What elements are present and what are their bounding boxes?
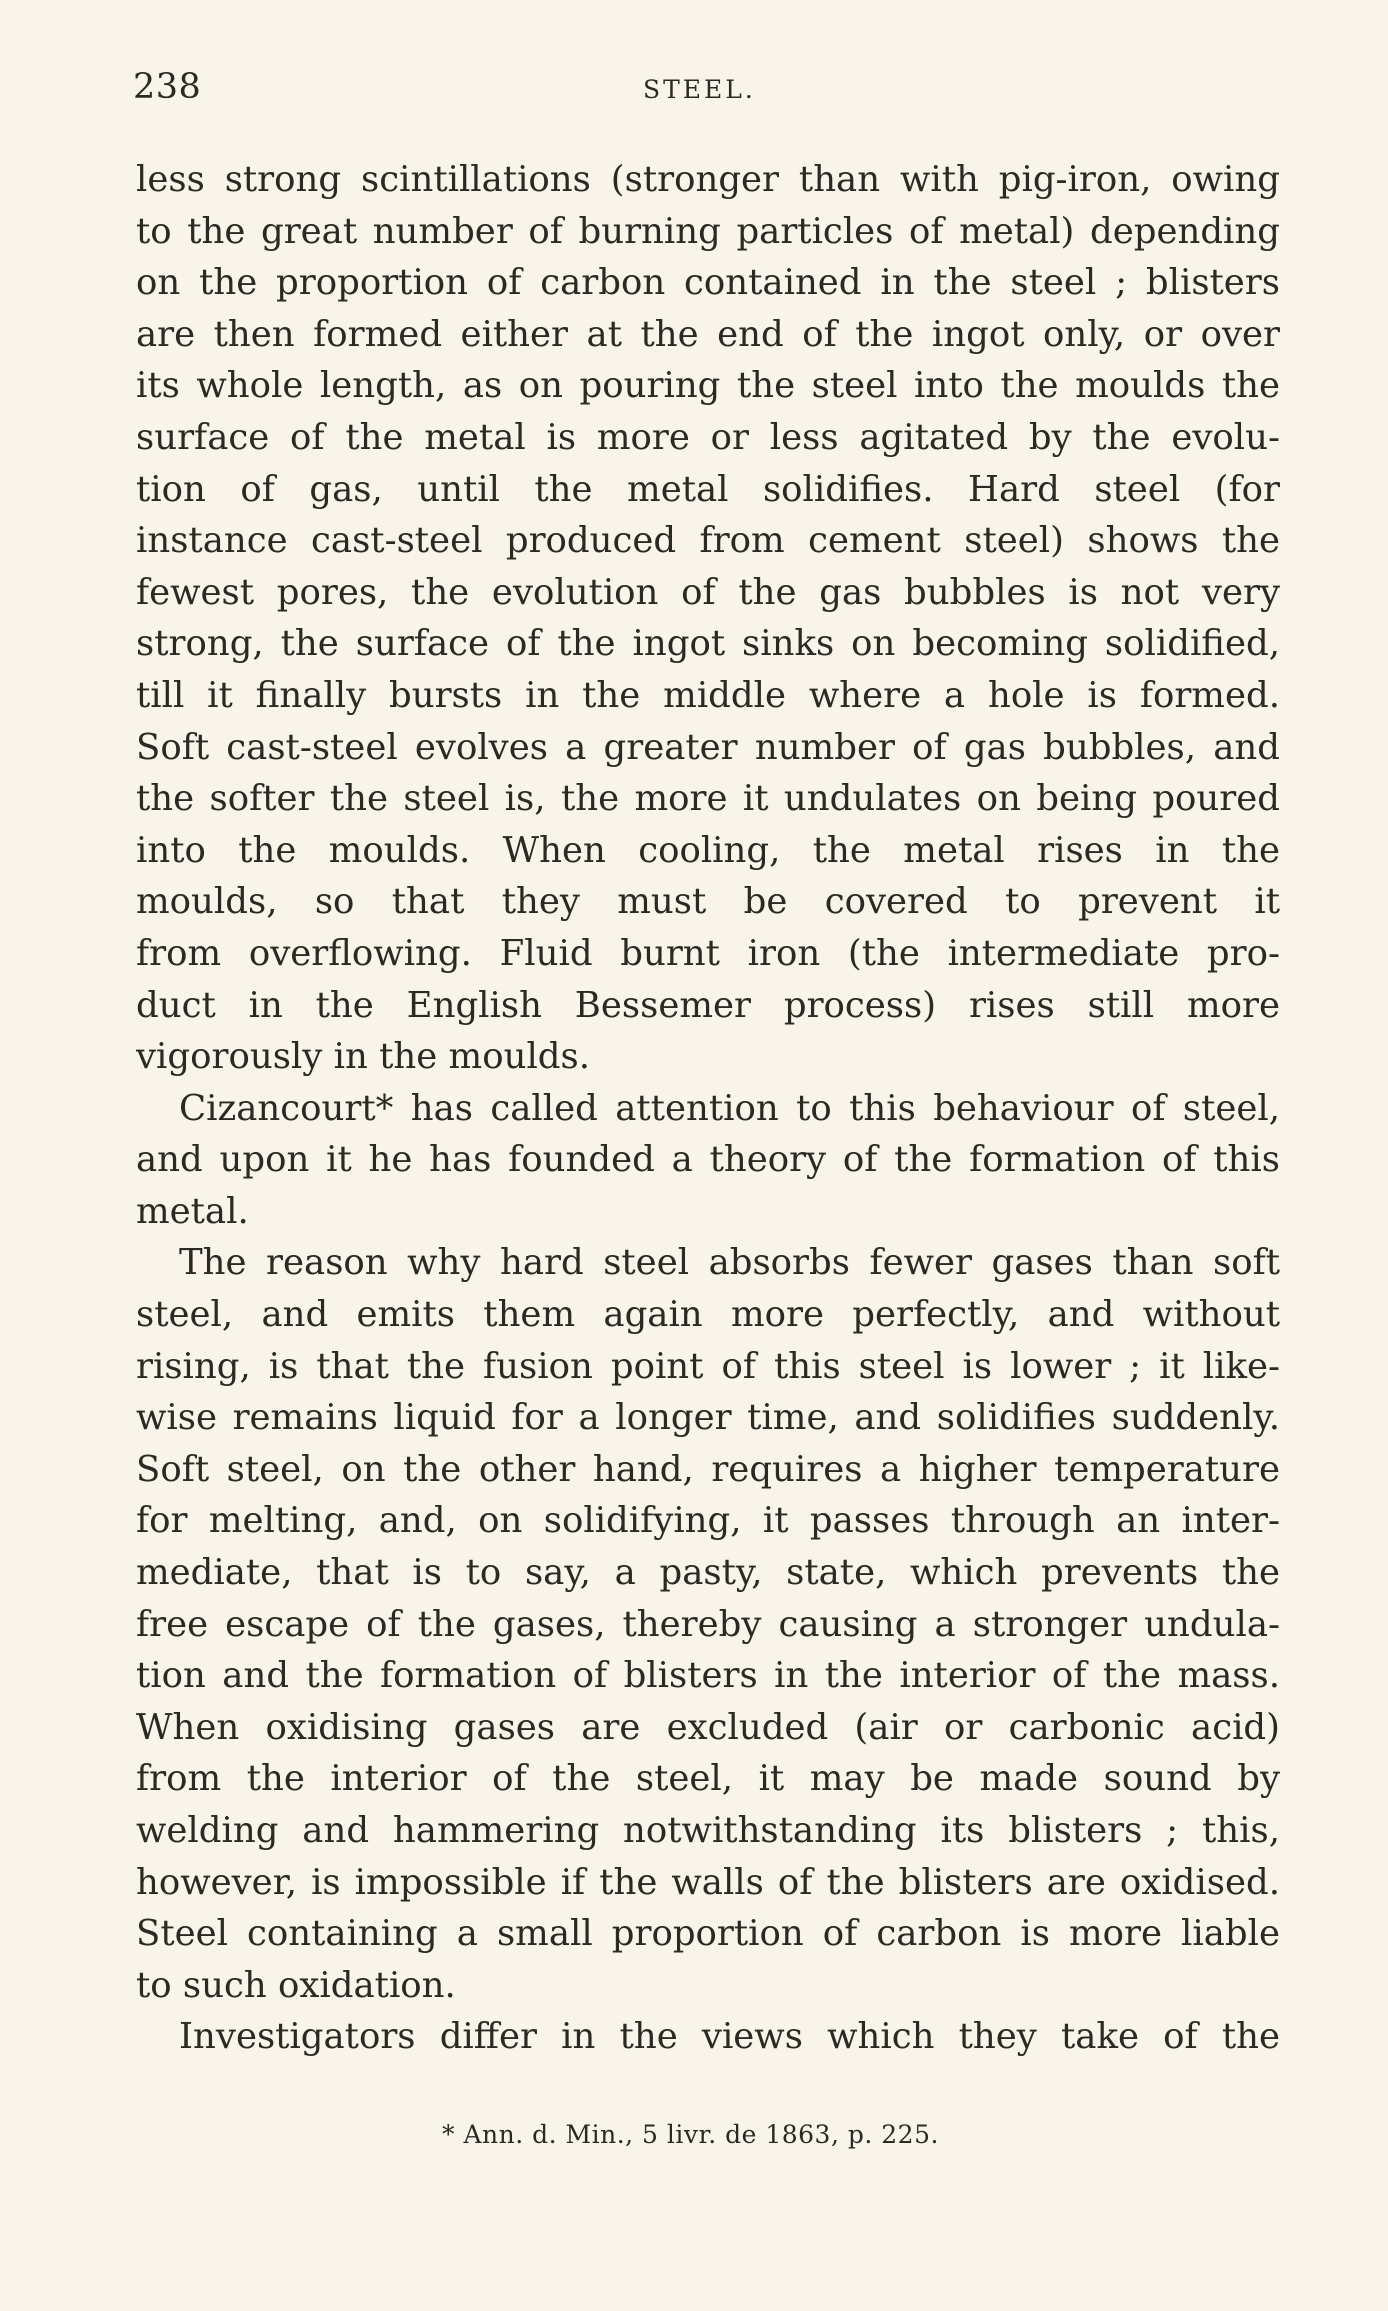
text-line: strong, the surface of the ingot sinks on becoming solidified, — [136, 623, 1280, 665]
text-line: fewest pores, the evolution of the gas bubbles is not very — [136, 571, 1280, 613]
text-line: instance cast-steel produced from cement steel) shows the — [136, 520, 1280, 562]
text-line: metal. — [136, 1190, 249, 1232]
text-line: into the moulds. When cooling, the metal rises in the — [136, 829, 1280, 871]
text-line: less strong scintillations (stronger than with pig-iron, owing — [136, 159, 1280, 200]
text-line: to such oxidation. — [136, 1964, 456, 2006]
text-line: wise remains liquid for a longer time, and solidifies suddenly. — [136, 1397, 1280, 1439]
text-line: are then formed either at the end of the ingot only, or over — [136, 313, 1280, 355]
text-line: the softer the steel is, the more it undulates on being poured — [136, 778, 1280, 820]
text-line: Cizancourt* has called attention to this behaviour of steel, — [179, 1087, 1280, 1129]
running-head: STEEL. — [643, 75, 756, 104]
text-line: welding and hammering notwithstanding its blisters ; this, — [136, 1810, 1280, 1851]
text-line: duct in the English Bessemer process) rises still more — [136, 984, 1280, 1026]
text-line: When oxidising gases are excluded (air or carbonic acid) — [136, 1706, 1280, 1748]
text-line: Soft cast-steel evolves a greater number of gas bubbles, and — [136, 726, 1280, 768]
text-line: tion of gas, until the metal solidifies. Hard steel (for — [136, 468, 1280, 510]
text-line: surface of the metal is more or less agitated by the evolu- — [136, 416, 1280, 458]
text-line: for melting, and, on solidifying, it passes through an inter- — [136, 1500, 1280, 1542]
text-line: to the great number of burning particles of metal) depending — [136, 210, 1280, 252]
footnote: * Ann. d. Min., 5 livr. de 1863, p. 225. — [442, 2120, 939, 2149]
text-line: rising, is that the fusion point of this steel is lower ; it like- — [136, 1345, 1280, 1387]
page-header — [133, 67, 1279, 120]
text-line: Steel containing a small proportion of carbon is more liable — [136, 1913, 1280, 1955]
text-line: The reason why hard steel absorbs fewer gases than soft — [179, 1242, 1280, 1284]
text-line: on the proportion of carbon contained in the steel ; blisters — [136, 262, 1280, 304]
text-line: free escape of the gases, thereby causing a stronger undula- — [136, 1603, 1280, 1645]
text-line: steel, and emits them again more perfectly, and without — [136, 1294, 1280, 1336]
text-line: and upon it he has founded a theory of the formation of this — [136, 1139, 1280, 1181]
text-line: Investigators differ in the views which they take of the — [179, 2016, 1280, 2058]
text-line: moulds, so that they must be covered to prevent it — [136, 881, 1280, 923]
text-line: from overflowing. Fluid burnt iron (the intermediate pro- — [136, 932, 1280, 974]
text-line: vigorously in the moulds. — [136, 1036, 591, 1078]
text-line: mediate, that is to say, a pasty, state, which prevents the — [136, 1552, 1280, 1594]
text-line: however, is impossible if the walls of the blisters are oxidised. — [136, 1861, 1280, 1903]
page-number: 238 — [133, 67, 202, 107]
text-line: tion and the formation of blisters in the interior of the mass. — [136, 1655, 1280, 1697]
text-line: till it finally bursts in the middle where a hole is formed. — [136, 674, 1280, 716]
text-line: from the interior of the steel, it may be made sound by — [136, 1758, 1280, 1800]
text-line: its whole length, as on pouring the steel into the moulds the — [136, 365, 1280, 407]
body-text — [136, 154, 1280, 2063]
text-line: Soft steel, on the other hand, requires a higher temperature — [136, 1448, 1280, 1490]
